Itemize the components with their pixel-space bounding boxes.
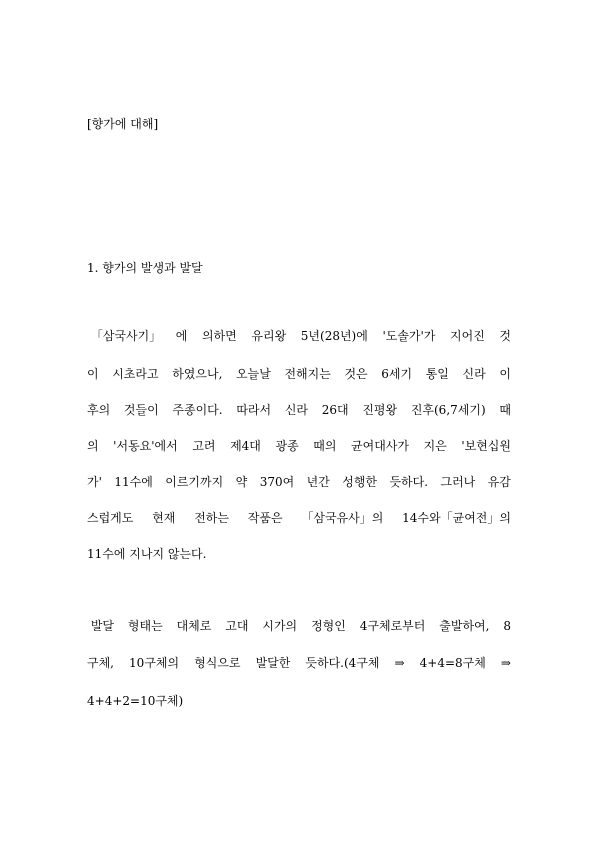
word: 때 <box>499 403 511 417</box>
paragraph-line <box>87 655 511 671</box>
paragraph-line <box>87 618 511 634</box>
paragraph-line <box>87 366 511 382</box>
word: '보현십원 <box>461 439 511 453</box>
word: 성행한 <box>342 475 378 489</box>
word: 8 <box>503 619 511 633</box>
word: 전하는 <box>194 511 229 525</box>
word: 의 <box>87 439 99 453</box>
word: 발달한 <box>255 656 291 670</box>
word: 에 <box>175 329 188 343</box>
word: 시가의 <box>262 619 298 633</box>
word: 4+4=8구체 <box>419 656 486 670</box>
word: 이 <box>87 367 99 381</box>
word: 시초라고 <box>112 367 159 381</box>
word: 유리왕 <box>251 329 287 343</box>
word: 고려 <box>192 439 216 453</box>
paragraph-line <box>87 402 511 418</box>
word: 「삼국유사」의 <box>301 511 384 525</box>
word: 광종 <box>275 439 299 453</box>
word: 지은 <box>423 439 447 453</box>
word: 발달 <box>87 619 114 633</box>
word: 스럽게도 <box>87 511 134 525</box>
paragraph-last-line: 4+4+2=10구체) <box>87 694 184 708</box>
word: 약 <box>235 475 248 489</box>
word: 4구체로부터 <box>359 619 426 633</box>
word: 따라서 <box>236 403 272 417</box>
word: 의하면 <box>202 329 237 343</box>
word: 후의 <box>87 403 111 417</box>
document-title: [향가에 대해] <box>87 117 159 131</box>
word: 작품은 <box>247 511 283 525</box>
word: 듯하다. <box>389 475 429 489</box>
word: 하였으나, <box>172 367 223 381</box>
word: 것들이 <box>123 403 159 417</box>
word: '서동요'에서 <box>113 439 178 453</box>
paragraph-line <box>87 474 511 490</box>
paragraph-line <box>87 510 511 526</box>
word: 출발하여, <box>439 619 490 633</box>
word: 신라 <box>284 403 308 417</box>
word: 11수에 <box>114 475 153 489</box>
arrow-symbol: ⇒ <box>500 656 511 670</box>
word: 이 <box>499 367 511 381</box>
paragraph-line <box>87 438 511 454</box>
word: 정형인 <box>311 619 346 633</box>
word: 균여대사가 <box>351 439 409 453</box>
word: 때의 <box>313 439 337 453</box>
word: 형식으로 <box>194 656 241 670</box>
word: 제4대 <box>230 439 261 453</box>
word: '도솔가'가 <box>382 329 436 343</box>
paragraph-last-line: 11수에 지나지 않는다. <box>87 547 207 561</box>
word: 진평왕 <box>362 403 398 417</box>
word: 신라 <box>462 367 486 381</box>
word: 14수와「균여전」의 <box>402 511 511 525</box>
word: 전해지는 <box>284 367 331 381</box>
word: 대체로 <box>176 619 212 633</box>
word: 지어진 <box>450 329 485 343</box>
word: 370여 <box>259 475 295 489</box>
word: 오늘날 <box>236 367 271 381</box>
word: 「삼국사기」 <box>87 329 162 343</box>
word: 이르기까지 <box>165 475 224 489</box>
word: 듯하다.(4구체 <box>305 656 380 670</box>
word: 년간 <box>306 475 330 489</box>
word: 그러나 <box>440 475 476 489</box>
word: 형태는 <box>127 619 163 633</box>
word: 고대 <box>225 619 249 633</box>
section-heading: 1. 향가의 발생과 발달 <box>87 261 203 275</box>
word: 5년(28년)에 <box>300 329 368 343</box>
word: 것은 <box>344 367 368 381</box>
word: 통일 <box>425 367 449 381</box>
word: 구체, <box>87 656 114 670</box>
word: 10구체의 <box>129 656 180 670</box>
word: 가' <box>87 475 102 489</box>
word: 6세기 <box>381 367 413 381</box>
word: 것 <box>499 329 511 343</box>
word: 진후(6,7세기) <box>410 403 486 417</box>
word: 유감 <box>487 475 511 489</box>
arrow-symbol: ⇒ <box>394 656 405 670</box>
word: 현재 <box>152 511 176 525</box>
word: 주종이다. <box>172 403 223 417</box>
word: 26대 <box>321 403 349 417</box>
paragraph-line <box>87 328 511 344</box>
